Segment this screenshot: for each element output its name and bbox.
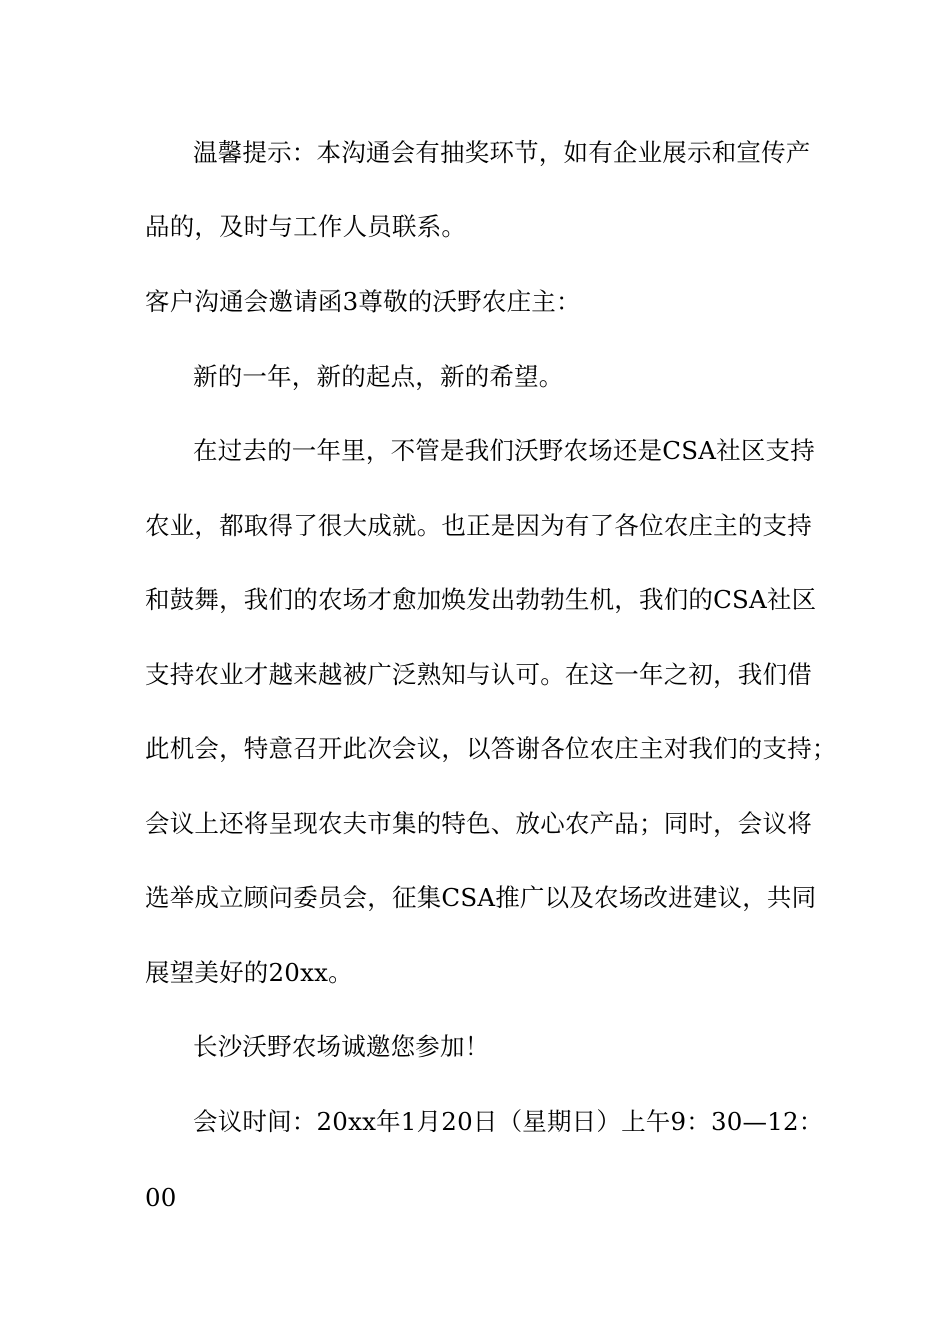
body-line-2: 农业，都取得了很大成就。也正是因为有了各位农庄主的支持 xyxy=(145,511,812,540)
meeting-time-line: 会议时间：20xx年1月20日（星期日）上午9：30—12： xyxy=(193,1107,824,1136)
body-line-7: 选举成立顾问委员会，征集CSA推广以及农场改进建议，共同 xyxy=(145,883,817,912)
invitation-heading: 客户沟通会邀请函3尊敬的沃野农庄主： xyxy=(145,287,581,316)
meeting-time-continuation: 00 xyxy=(145,1183,177,1212)
greeting-line: 新的一年，新的起点，新的希望。 xyxy=(193,362,564,391)
invitation-line: 长沙沃野农场诚邀您参加！ xyxy=(193,1032,490,1061)
body-line-1: 在过去的一年里，不管是我们沃野农场还是CSA社区支持 xyxy=(193,436,815,465)
body-line-6: 会议上还将呈现农夫市集的特色、放心农产品；同时，会议将 xyxy=(145,809,812,838)
body-line-3: 和鼓舞，我们的农场才愈加焕发出勃勃生机，我们的CSA社区 xyxy=(145,585,817,614)
body-line-5: 此机会，特意召开此次会议，以答谢各位农庄主对我们的支持； xyxy=(145,734,837,763)
body-line-8: 展望美好的20xx。 xyxy=(145,958,353,987)
reminder-line-1: 温馨提示：本沟通会有抽奖环节，如有企业展示和宣传产 xyxy=(193,138,811,167)
reminder-line-2: 品的，及时与工作人员联系。 xyxy=(145,212,467,241)
body-line-4: 支持农业才越来越被广泛熟知与认可。在这一年之初，我们借 xyxy=(145,660,812,689)
